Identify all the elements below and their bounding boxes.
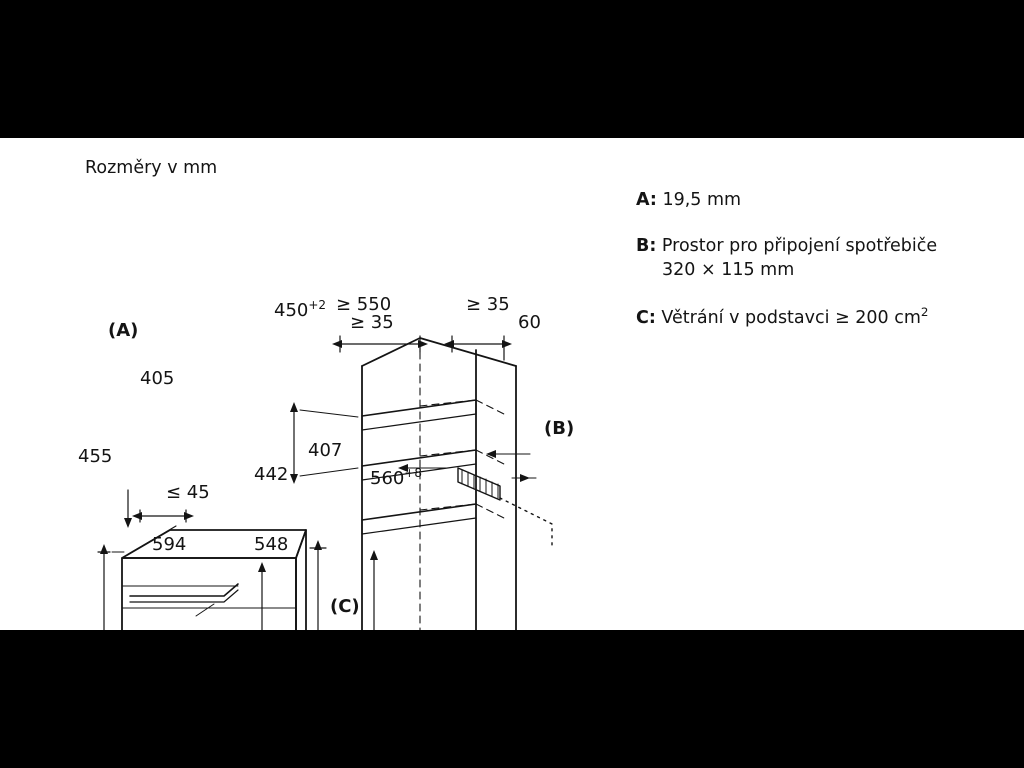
diagram-sheet: [0, 138, 1024, 630]
legend-text-c: Větrání v podstavci ≥ 200 cm: [661, 308, 921, 329]
legend-key-c: C:: [636, 308, 656, 329]
dim-560: [370, 550, 378, 630]
dim-45-leader: [196, 604, 214, 616]
label-594: 594: [152, 534, 187, 555]
legend-item-b: [636, 234, 1016, 282]
label-455: 455: [78, 446, 113, 467]
legend-item-a: [636, 188, 1016, 212]
legend-superscript-c: 2: [920, 305, 929, 320]
dim-407: [310, 540, 326, 630]
marker-a-group: [124, 490, 132, 528]
label-marker-b: (B): [544, 418, 575, 439]
label-405: 405: [140, 368, 175, 389]
legend-text-b: Prostor pro připojení spotřebiče: [661, 236, 938, 257]
dim-550: [332, 336, 428, 352]
legend-subtext-b: 320 × 115 mm: [662, 260, 795, 281]
dim-442: [258, 562, 266, 630]
dim-60: [486, 450, 536, 482]
dim-405: [132, 510, 194, 522]
marker-b-leader: [500, 498, 552, 546]
label-442: 442: [254, 464, 289, 485]
label-450: $450^{+2}$: [274, 298, 327, 321]
dim-455: [98, 544, 124, 630]
page-title: Rozměry v mm: [85, 158, 218, 178]
label-560: $560^{+8}$: [370, 466, 423, 489]
label-60: 60: [518, 312, 541, 333]
label-550: ≥ 550: [336, 294, 392, 315]
label-marker-c: (C): [330, 596, 360, 617]
label-35-top: ≥ 35: [466, 294, 510, 315]
label-marker-a: (A): [108, 320, 139, 341]
label-407: 407: [308, 440, 343, 461]
legend-key-b: B:: [636, 236, 657, 257]
legend-text-a: 19,5 mm: [662, 190, 742, 210]
label-35-rear: ≥ 35: [350, 312, 394, 333]
label-45: ≤ 45: [166, 482, 210, 503]
legend-key-a: A:: [636, 190, 657, 210]
label-548: 548: [254, 534, 289, 555]
legend-item-c: [636, 304, 1016, 330]
legend: [636, 188, 1016, 352]
